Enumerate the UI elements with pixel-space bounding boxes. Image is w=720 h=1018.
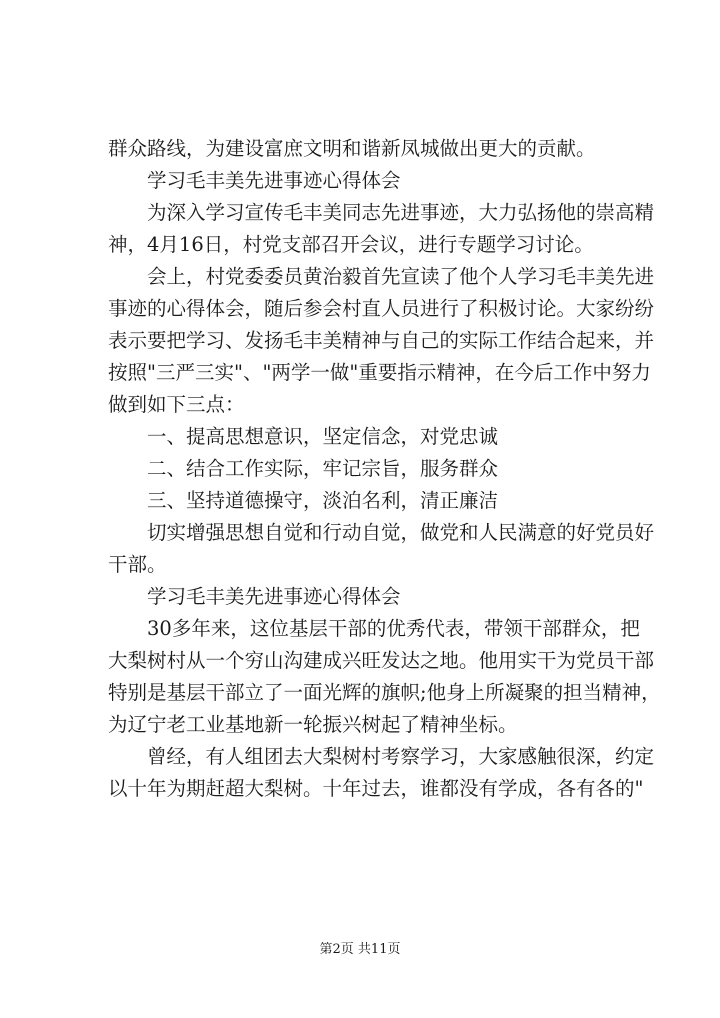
text-line: 事迹的心得体会，随后参会村直人员进行了积极讨论。大家纷纷 [108, 297, 655, 320]
list-item: 三、坚持道德操守，淡泊名利，清正廉洁 [147, 489, 499, 512]
text-line: 为辽宁老工业基地新一轮振兴树起了精神坐标。 [108, 713, 518, 736]
text-line: 表示要把学习、发扬毛丰美精神与自己的实际工作结合起来，并 [108, 329, 655, 352]
text-line: 干部。 [108, 553, 167, 576]
section-heading: 学习毛丰美先进事迹心得体会 [147, 585, 401, 608]
section-heading: 学习毛丰美先进事迹心得体会 [147, 169, 401, 192]
text-line: 曾经，有人组团去大梨树村考察学习，大家感触很深，约定 [147, 745, 655, 768]
text-line: 以十年为期赶超大梨树。十年过去，谁都没有学成，各有各的" [108, 777, 644, 800]
list-item: 一、提高思想意识，坚定信念，对党忠诚 [147, 425, 499, 448]
list-item: 二、结合工作实际，牢记宗旨，服务群众 [147, 457, 499, 480]
text-line: 做到如下三点： [108, 393, 245, 416]
text-line: 为深入学习宣传毛丰美同志先进事迹，大力弘扬他的崇高精 [147, 201, 655, 224]
text-line: 30多年来，这位基层干部的优秀代表，带领干部群众，把 [147, 617, 640, 640]
text-line: 特别是基层干部立了一面光辉的旗帜;他身上所凝聚的担当精神， [108, 681, 661, 704]
text-line: 按照"三严三实"、"两学一做"重要指示精神，在今后工作中努力 [108, 361, 651, 384]
text-line: 群众路线，为建设富庶文明和谐新凤城做出更大的贡献。 [108, 137, 596, 160]
text-line: 神，4月16日，村党支部召开会议，进行专题学习讨论。 [108, 233, 594, 256]
text-line: 大梨树村从一个穷山沟建成兴旺发达之地。他用实干为党员干部 [108, 649, 655, 672]
text-line: 切实增强思想自觉和行动自觉，做党和人民满意的好党员好 [147, 521, 655, 544]
page-number-footer: 第2页 共11页 [319, 942, 401, 957]
document-body [108, 133, 661, 805]
text-line: 会上，村党委委员黄治毅首先宣读了他个人学习毛丰美先进 [147, 265, 655, 288]
